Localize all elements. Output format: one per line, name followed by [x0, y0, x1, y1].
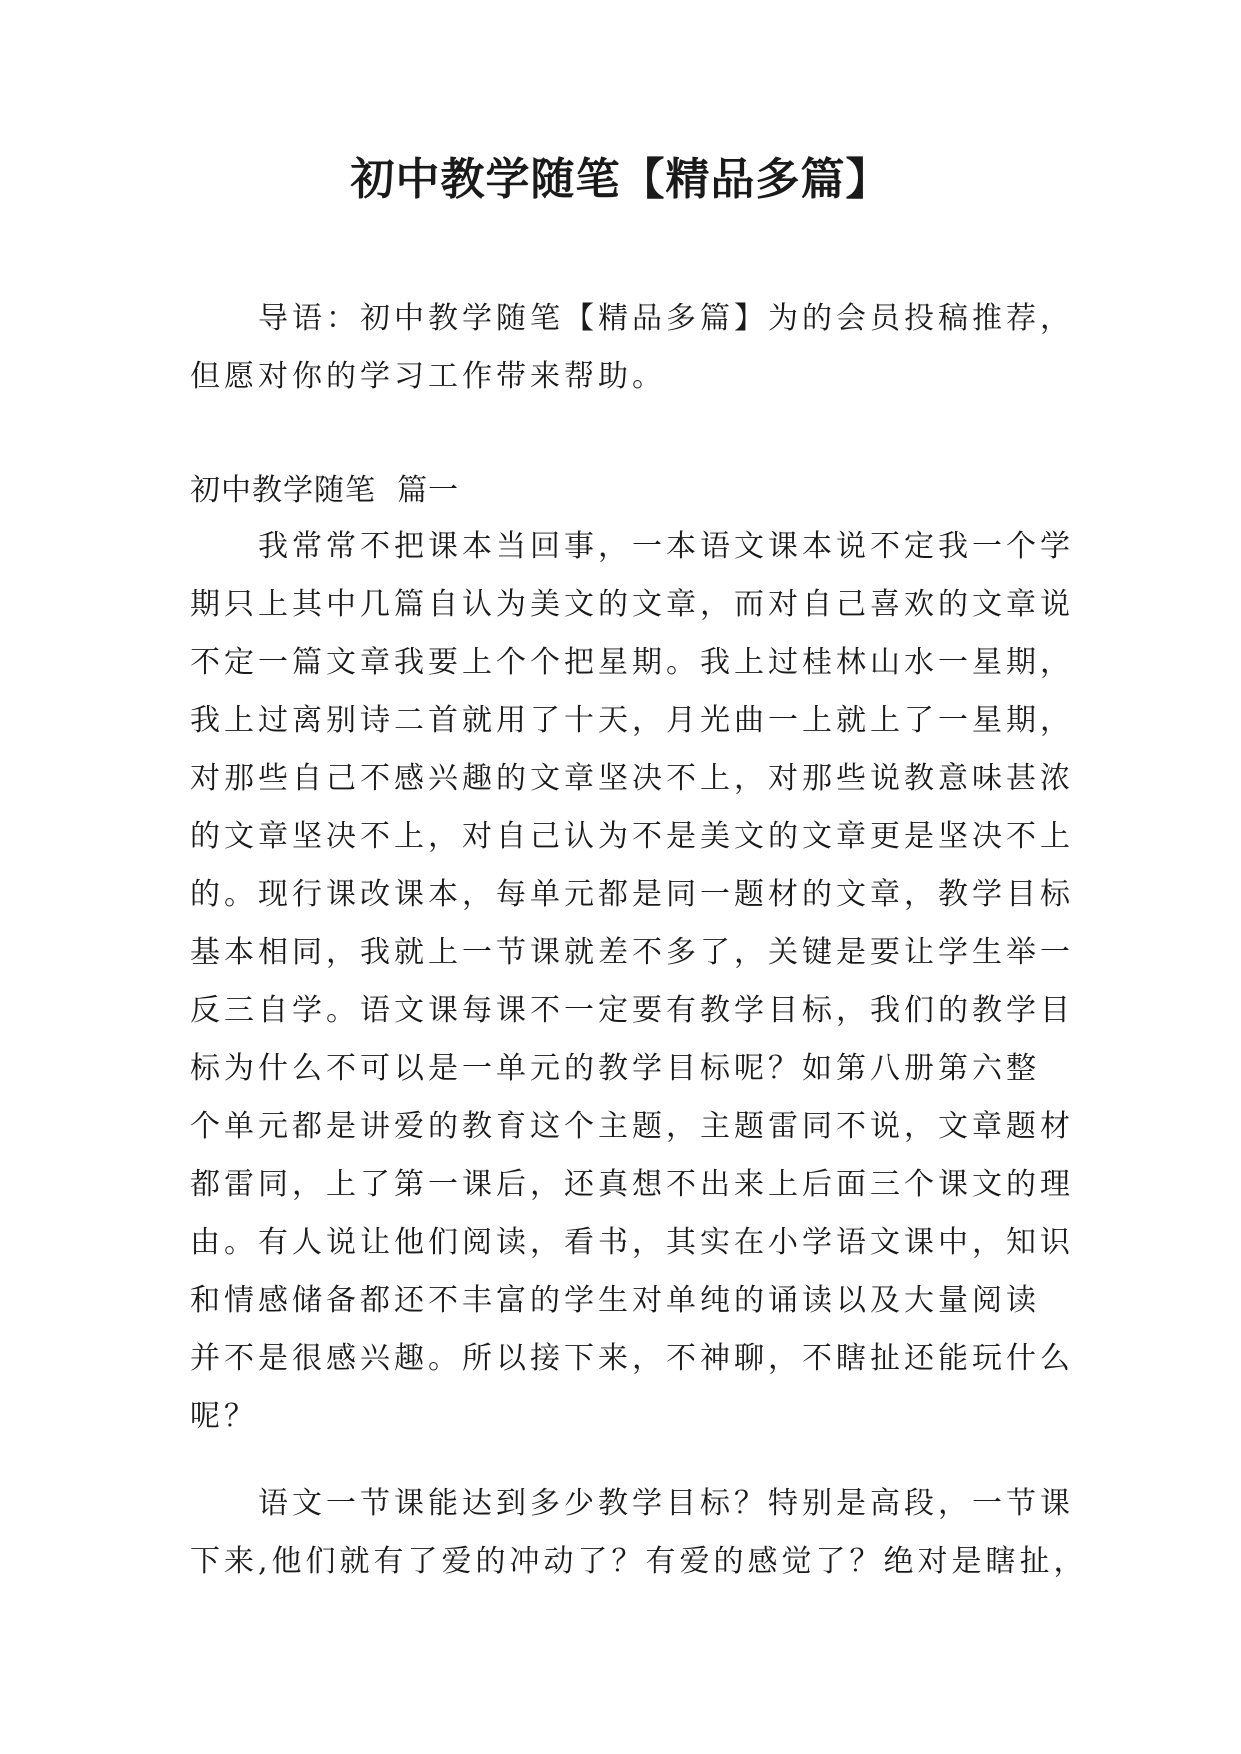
paragraph-line: 个单元都是讲爱的教育这个主题，主题雷同不说，文章题材 [190, 1109, 1074, 1144]
section-heading: 初中教学随笔 篇一 [190, 473, 460, 508]
paragraph-line: 呢？ [190, 1399, 258, 1434]
document-title: 初中教学随笔【精品多篇】 [350, 154, 891, 205]
paragraph-line: 我常常不把课本当回事，一本语文课本说不定我一个学 [190, 529, 1074, 564]
intro-paragraph [190, 290, 1074, 406]
paragraph-line: 的。现行课改课本，每单元都是同一题材的文章，教学目标 [190, 877, 1074, 912]
paragraph-line: 基本相同，我就上一节课就差不多了，关键是要让学生举一 [190, 935, 1074, 970]
intro-line: 导语：初中教学随笔【精品多篇】为的会员投稿推荐， [190, 301, 1074, 336]
body-paragraph-1 [190, 518, 1074, 1446]
body-paragraph-2 [190, 1475, 1088, 1591]
paragraph-line: 的文章坚决不上，对自己认为不是美文的文章更是坚决不上 [190, 819, 1074, 854]
intro-line: 但愿对你的学习工作带来帮助。 [190, 359, 666, 394]
paragraph-line: 对那些自己不感兴趣的文章坚决不上，对那些说教意味甚浓 [190, 761, 1074, 796]
paragraph-line: 都雷同，上了第一课后，还真想不出来上后面三个课文的理 [190, 1167, 1074, 1202]
paragraph-line: 标为什么不可以是一单元的教学目标呢？如第八册第六整 [190, 1051, 1040, 1086]
paragraph-line: 期只上其中几篇自认为美文的文章，而对自己喜欢的文章说 [190, 587, 1074, 622]
paragraph-line: 并不是很感兴趣。所以接下来，不神聊，不瞎扯还能玩什么 [190, 1341, 1074, 1376]
paragraph-line: 反三自学。语文课每课不一定要有教学目标，我们的教学目 [190, 993, 1074, 1028]
paragraph-line: 不定一篇文章我要上个个把星期。我上过桂林山水一星期， [190, 645, 1074, 680]
paragraph-line: 和情感储备都还不丰富的学生对单纯的诵读以及大量阅读 [190, 1283, 1040, 1318]
paragraph-line: 语文一节课能达到多少教学目标？特别是高段，一节课 [190, 1486, 1074, 1521]
paragraph-line: 下来,他们就有了爱的冲动了？有爱的感觉了？绝对是瞎扯， [190, 1544, 1088, 1579]
paragraph-line: 由。有人说让他们阅读，看书，其实在小学语文课中，知识 [190, 1225, 1074, 1260]
paragraph-line: 我上过离别诗二首就用了十天，月光曲一上就上了一星期， [190, 703, 1074, 738]
